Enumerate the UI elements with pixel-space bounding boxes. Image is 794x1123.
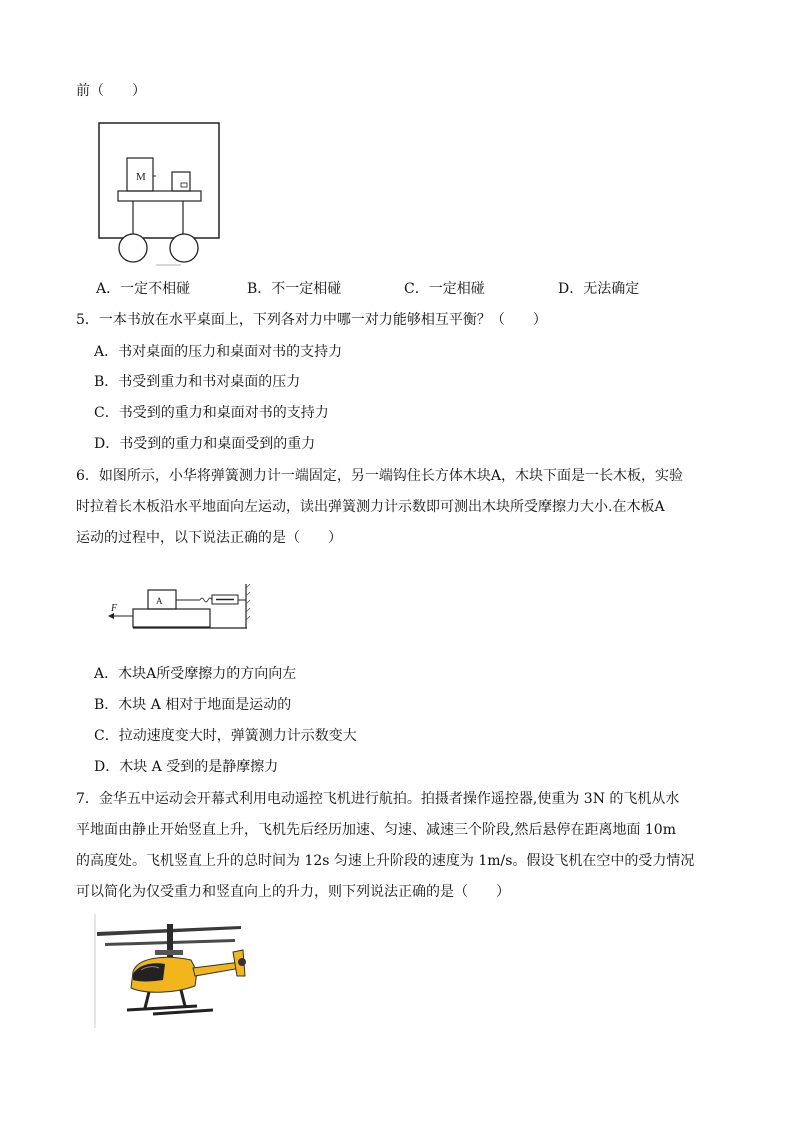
q7-stem-line-1: 7．金华五中运动会开幕式利用电动遥控飞机进行航拍。拍摄者操作遥控器,使重为 3N 的飞机从水 (76, 791, 680, 807)
q6-stem-line-2: 时拉着长木板沿水平地面向左运动，读出弹簧测力计示数即可测出木块所受摩擦力大小.在木板A (76, 499, 665, 515)
q5-option-c: C．书受到的重力和桌面对书的支持力 (94, 405, 329, 421)
cart-wheel-left (119, 234, 147, 262)
mass-block-small (172, 172, 190, 191)
q6-option-d: D．木块 A 受到的是静摩擦力 (94, 759, 279, 775)
q4-figure-cart (96, 120, 226, 270)
cart-wheel-right (170, 234, 198, 262)
q5-option-d: D．书受到的重力和桌面受到的重力 (94, 436, 316, 452)
q6-option-a: A．木块A所受摩擦力的方向向左 (94, 666, 297, 682)
q7-stem-line-4: 可以简化为仅受重力和竖直向上的升力，则下列说法正确的是（ ） (76, 884, 510, 900)
q4-option-a: A．一定不相碰 (96, 281, 191, 297)
q4-option-c: C．一定相碰 (404, 281, 485, 297)
q6-figure-friction (105, 580, 255, 640)
q5-option-a: A．书对桌面的压力和桌面对书的支持力 (94, 344, 343, 360)
q4-option-d: D．无法确定 (558, 281, 640, 297)
q6-option-b: B．木块 A 相对于地面是运动的 (94, 697, 292, 713)
q7-stem-line-2: 平地面由静止开始竖直上升，飞机先后经历加速、匀速、减速三个阶段,然后悬停在距离地面 10m (76, 822, 676, 838)
q5-stem: 5．一本书放在水平桌面上，下列各对力中哪一对力能够相互平衡？（ ） (76, 312, 547, 328)
q4-option-b: B．不一定相碰 (247, 281, 342, 297)
q5-option-b: B．书受到重力和书对桌面的压力 (94, 374, 301, 390)
q7-helicopter-image (93, 910, 253, 1030)
block-a-label: A (156, 596, 163, 606)
q6-stem-line-3: 运动的过程中，以下说法正确的是（ ） (76, 530, 342, 546)
long-board (133, 609, 210, 627)
mass-label: M (136, 171, 146, 183)
q4-stem-tail: 前（ ） (76, 83, 146, 99)
q6-stem-line-1: 6．如图所示，小华将弹簧测力计一端固定，另一端钩住长方体木块A，木块下面是一长木板，实验 (76, 468, 684, 484)
cart-plank (118, 191, 201, 201)
q6-option-c: C．拉动速度变大时，弹簧测力计示数变大 (94, 728, 357, 744)
force-label: F (111, 603, 118, 614)
q7-stem-line-3: 的高度处。飞机竖直上升的总时间为 12s 匀速上升阶段的速度为 1m/s。假设飞机在空中的受力情况 (76, 853, 695, 869)
